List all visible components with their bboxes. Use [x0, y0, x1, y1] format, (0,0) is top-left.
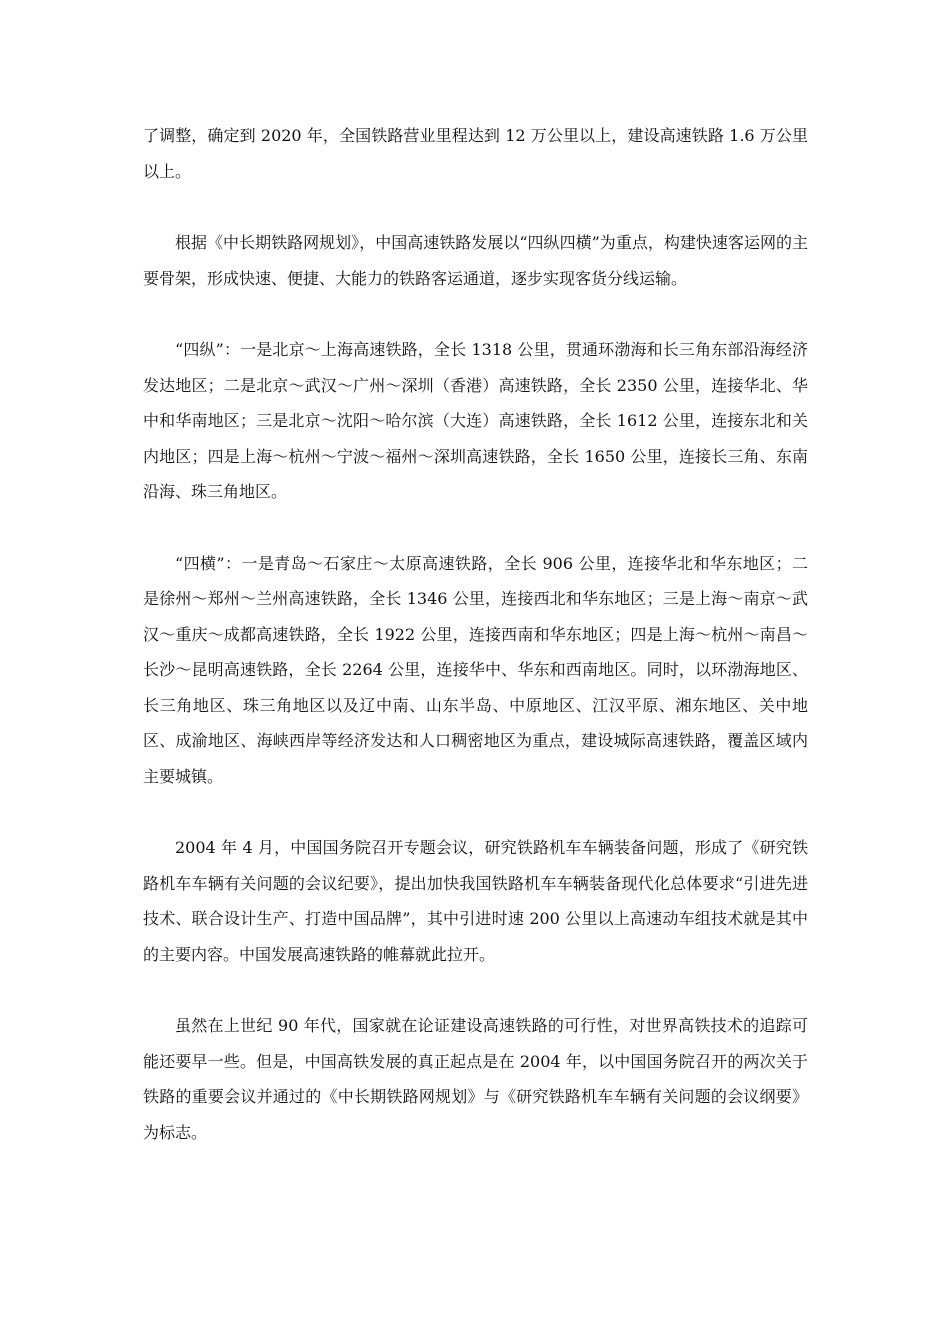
document-body	[143, 118, 808, 1150]
paragraph-four-horizontal: “四横”：一是青岛～石家庄～太原高速铁路，全长 906 公里，连接华北和华东地区；二是徐州～郑州～兰州高速铁路，全长 1346 公里，连接西北和华东地区；三是上海～南京～武汉～重庆～成都高速铁路，全长 1922 公里，连接西南和华东地区；四是上海～杭州～南昌～长沙～昆明高速铁路，全长 2264 公里，连接华中、华东和西南地区。同时，以环渤海地区、长三角地区、珠三角地区以及辽中南、山东半岛、中原地区、江汉平原、湘东地区、关中地区、成渝地区、海峡西岸等经济发达和人口稠密地区为重点，建设城际高速铁路，覆盖区域内主要城镇。	[143, 553, 808, 786]
paragraph-2004-meeting: 2004 年 4 月，中国国务院召开专题会议，研究铁路机车车辆装备问题，形成了《研究铁路机车车辆有关问题的会议纪要》，提出加快我国铁路机车车辆装备现代化总体要求“引进先进技术、联合设计生产、打造中国品牌”，其中引进时速 200 公里以上高速动车组技术就是其中的主要内容。中国发展高速铁路的帷幕就此拉开。	[143, 838, 808, 964]
paragraph-starting-point: 虽然在上世纪 90 年代，国家就在论证建设高速铁路的可行性，对世界高铁技术的追踪可能还要早一些。但是，中国高铁发展的真正起点是在 2004 年，以中国国务院召开的两次关于铁路的重要会议并通过的《中长期铁路网规划》与《研究铁路机车车辆有关问题的会议纲要》为标志。	[143, 1016, 808, 1142]
paragraph-four-vertical: “四纵”：一是北京～上海高速铁路，全长 1318 公里，贯通环渤海和长三角东部沿海经济发达地区；二是北京～武汉～广州～深圳（香港）高速铁路，全长 2350 公里，连接华北、华中和华南地区；三是北京～沈阳～哈尔滨（大连）高速铁路，全长 1612 公里，连接东北和关内地区；四是上海～杭州～宁波～福州～深圳高速铁路，全长 1650 公里，连接长三角、东南沿海、珠三角地区。	[143, 340, 808, 501]
paragraph-continuation: 了调整，确定到 2020 年，全国铁路营业里程达到 12 万公里以上，建设高速铁路 1.6 万公里以上。	[143, 126, 808, 181]
paragraph-network-plan: 根据《中长期铁路网规划》，中国高速铁路发展以“四纵四横”为重点，构建快速客运网的主要骨架，形成快速、便捷、大能力的铁路客运通道，逐步实现客货分线运输。	[143, 233, 808, 288]
